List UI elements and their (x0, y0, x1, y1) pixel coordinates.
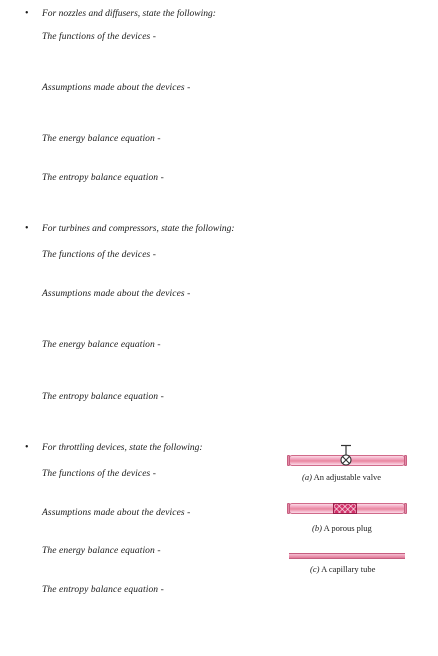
bullet: • (25, 442, 29, 453)
question-assumptions: Assumptions made about the devices - (42, 508, 191, 518)
caption-capillary-tube: (c) A capillary tube (310, 564, 376, 574)
question-energy-balance: The energy balance equation - (42, 340, 161, 350)
capillary-tube (289, 553, 405, 559)
caption-porous-plug: (b) A porous plug (312, 523, 372, 533)
question-assumptions: Assumptions made about the devices - (42, 83, 191, 93)
adjustable-valve-icon (336, 444, 356, 468)
question-energy-balance: The energy balance equation - (42, 134, 161, 144)
section-heading: For throttling devices, state the following: (42, 443, 203, 453)
porous-plug (333, 503, 357, 514)
bullet: • (25, 223, 29, 234)
question-entropy-balance: The entropy balance equation - (42, 392, 164, 402)
question-entropy-balance: The entropy balance equation - (42, 173, 164, 183)
question-entropy-balance: The entropy balance equation - (42, 585, 164, 595)
caption-adjustable-valve: (a) An adjustable valve (302, 472, 382, 482)
question-energy-balance: The energy balance equation - (42, 546, 161, 556)
question-functions: The functions of the devices - (42, 250, 157, 260)
question-assumptions: Assumptions made about the devices - (42, 289, 191, 299)
section-heading: For nozzles and diffusers, state the following: (42, 9, 216, 19)
question-functions: The functions of the devices - (42, 469, 157, 479)
section-heading: For turbines and compressors, state the following: (42, 224, 235, 234)
question-functions: The functions of the devices - (42, 32, 157, 42)
porous-plug-pipe (289, 503, 405, 514)
bullet: • (25, 8, 29, 19)
